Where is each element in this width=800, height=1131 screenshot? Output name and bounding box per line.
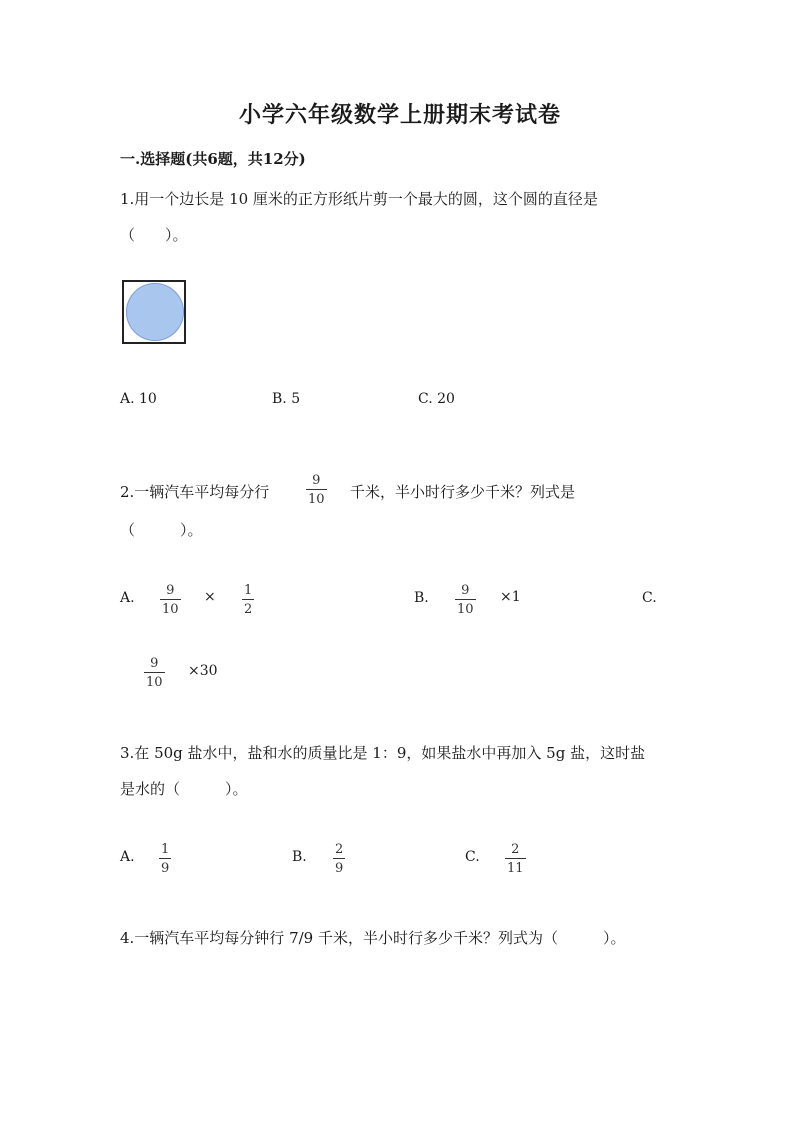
page-title: 小学六年级数学上册期末考试卷 bbox=[238, 102, 561, 128]
q2-option-a-label[interactable]: A. bbox=[120, 590, 135, 606]
fraction-numerator: 9 bbox=[150, 656, 159, 671]
q2-option-a-times: × bbox=[204, 589, 216, 605]
fraction-denominator: 10 bbox=[308, 492, 325, 507]
q2-option-a-fraction1 bbox=[160, 584, 181, 616]
q3-option-c-fraction bbox=[505, 843, 526, 875]
fraction-denominator: 10 bbox=[162, 602, 179, 617]
q2-text-line2: （ ）。 bbox=[120, 521, 203, 539]
fraction-numerator: 9 bbox=[461, 583, 470, 598]
fraction-denominator: 11 bbox=[507, 861, 524, 876]
q3-option-a-label[interactable]: A. bbox=[120, 849, 135, 865]
q2-option-b-fraction bbox=[455, 584, 476, 616]
q3-option-a-fraction bbox=[159, 843, 171, 875]
fraction-numerator: 9 bbox=[166, 583, 175, 598]
fraction-denominator: 9 bbox=[161, 861, 170, 876]
fraction-numerator: 2 bbox=[511, 842, 520, 857]
q3-option-b-label[interactable]: B. bbox=[292, 849, 307, 865]
q2-option-c-tail: ×30 bbox=[188, 663, 218, 679]
q1-text-line2: （ ）。 bbox=[120, 226, 188, 244]
fraction-numerator: 1 bbox=[161, 842, 170, 857]
q2-option-c-label[interactable]: C. bbox=[642, 590, 657, 606]
q2-text-suffix: 千米，半小时行多少千米？列式是 bbox=[350, 483, 576, 501]
q3-option-b-fraction bbox=[333, 843, 345, 875]
fraction-denominator: 10 bbox=[457, 602, 474, 617]
q4-text-line1: 4.一辆汽车平均每分钟行 7/9 千米，半小时行多少千米？列式为（ ）。 bbox=[120, 929, 626, 947]
q1-option-b[interactable]: B. 5 bbox=[272, 391, 301, 407]
q1-option-c[interactable]: C. 20 bbox=[418, 391, 455, 407]
q2-text-prefix: 2.一辆汽车平均每分行 bbox=[120, 483, 270, 501]
q1-option-a[interactable]: A. 10 bbox=[120, 391, 157, 407]
fraction-numerator: 2 bbox=[335, 842, 344, 857]
fraction-numerator: 1 bbox=[244, 583, 253, 598]
q3-option-c-label[interactable]: C. bbox=[465, 849, 480, 865]
fraction-denominator: 2 bbox=[244, 602, 253, 617]
q3-text-line2: 是水的（ ）。 bbox=[120, 780, 248, 798]
q2-option-a-fraction2 bbox=[242, 584, 254, 616]
q2-option-c-fraction bbox=[144, 657, 165, 689]
q2-fraction bbox=[306, 474, 327, 506]
q2-option-b-tail: ×1 bbox=[500, 589, 521, 605]
q2-option-b-label[interactable]: B. bbox=[414, 590, 429, 606]
fraction-numerator: 9 bbox=[312, 473, 321, 488]
q3-text-line1: 3.在 50g 盐水中，盐和水的质量比是 1：9，如果盐水中再加入 5g 盐，这时盐 bbox=[120, 744, 646, 762]
q1-text-line1: 1.用一个边长是 10 厘米的正方形纸片剪一个最大的圆，这个圆的直径是 bbox=[120, 190, 598, 208]
section-heading: 一.选择题(共6题，共12分) bbox=[120, 150, 306, 168]
circle-shape bbox=[126, 283, 184, 341]
fraction-denominator: 10 bbox=[146, 675, 163, 690]
fraction-denominator: 9 bbox=[335, 861, 344, 876]
square-circle-figure bbox=[122, 280, 186, 344]
